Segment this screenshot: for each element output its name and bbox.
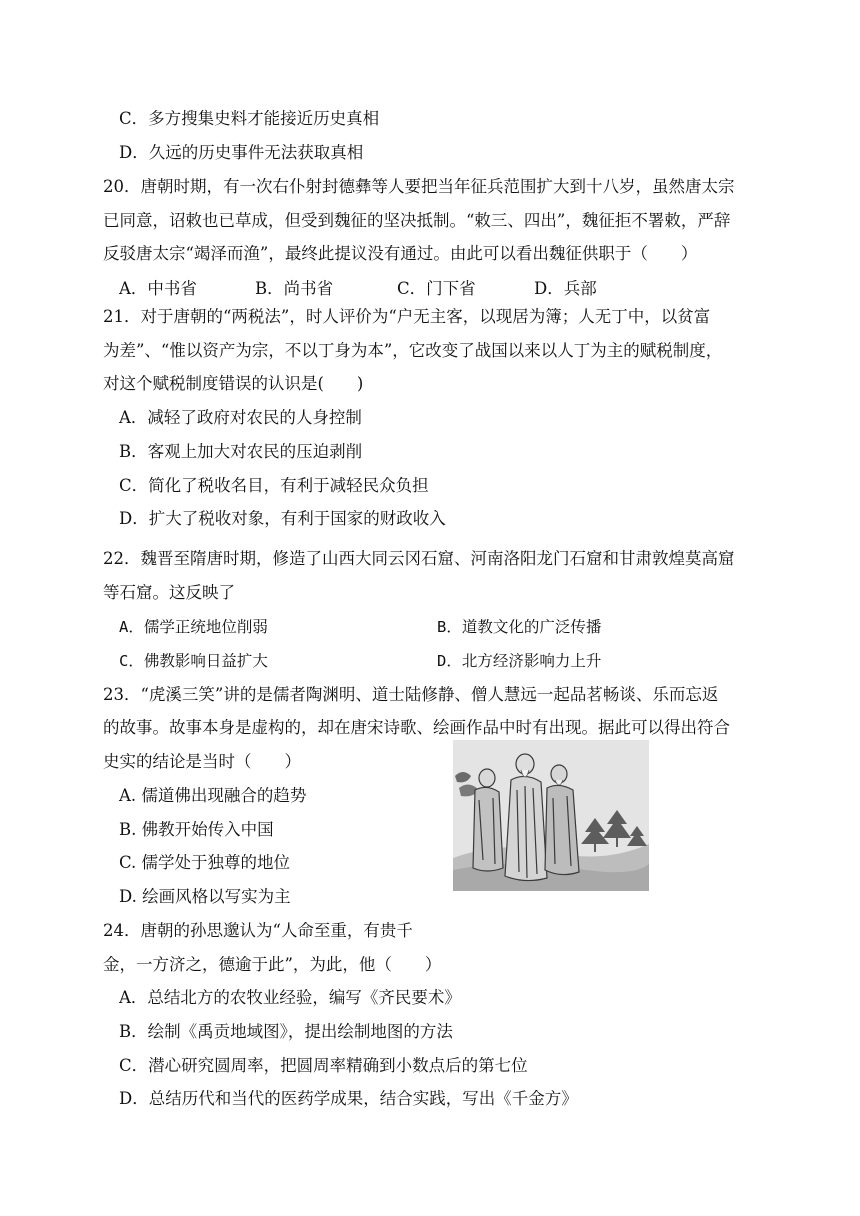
q23-option-c: C. 儒学处于独尊的地位: [119, 853, 291, 872]
q22-stem-line1: 22．魏晋至隋唐时期，修造了山西大同云冈石窟、河南洛阳龙门石窟和甘肃敦煌莫高窟: [103, 549, 735, 568]
q21-stem-line3: 对这个赋税制度错误的认识是( ): [103, 374, 364, 393]
q24-stem-line2: 金，一方济之，德逾于此”，为此，他（ ）: [103, 955, 442, 974]
q20-option-b: B．尚书省: [255, 279, 334, 298]
q21-option-a: A．减轻了政府对农民的人身控制: [119, 408, 362, 427]
q22-option-c: C．佛教影响日益扩大: [119, 652, 268, 670]
q22-option-b: B．道教文化的广泛传播: [437, 618, 602, 636]
q20-option-a: A．中书省: [119, 279, 197, 298]
q24-option-c: C．潜心研究圆周率，把圆周率精确到小数点后的第七位: [119, 1056, 528, 1075]
q24-option-b: B．绘制《禹贡地域图》，提出绘制地图的方法: [119, 1022, 453, 1041]
q23-stem-line1: 23．“虎溪三笑”讲的是儒者陶渊明、道士陆修静、僧人慧远一起品茗畅谈、乐而忘返: [103, 685, 719, 704]
q22-option-d: D．北方经济影响力上升: [437, 652, 602, 670]
q23-option-a: A. 儒道佛出现融合的趋势: [119, 786, 307, 805]
q24-option-d: D．总结历代和当代的医药学成果，结合实践，写出《千金方》: [119, 1089, 578, 1108]
q22-option-a: A．儒学正统地位削弱: [119, 618, 268, 636]
q20-stem-line3: 反驳唐太宗“竭泽而渔”，最终此提议没有通过。由此可以看出魏征供职于（ ）: [103, 244, 698, 263]
q22-stem-line2: 等石窟。这反映了: [103, 583, 235, 602]
q21-stem-line2: 为差”、“惟以资产为宗，不以丁身为本”，它改变了战国以来以人丁为主的赋税制度，: [103, 341, 723, 360]
q24-option-a: A．总结北方的农牧业经验，编写《齐民要术》: [119, 988, 461, 1007]
q20-stem-line1: 20．唐朝时期，有一次右仆射封德彝等人要把当年征兵范围扩大到十八岁，虽然唐太宗: [103, 177, 735, 196]
q21-option-c: C．简化了税收名目，有利于减轻民众负担: [119, 476, 429, 495]
q20-stem-line2: 已同意，诏敕也已草成，但受到魏征的坚决抵制。“敕三、四出”，魏征拒不署敕，严辞: [103, 211, 731, 230]
q23-stem-line2: 的故事。故事本身是虚构的，却在唐宋诗歌、绘画作品中时有出现。据此可以得出符合: [103, 718, 730, 737]
q19-option-c: C．多方搜集史料才能接近历史真相: [119, 109, 380, 128]
q20-option-c: C．门下省: [397, 279, 476, 298]
q19-option-d: D．久远的历史事件无法获取真相: [119, 143, 364, 162]
q20-option-d: D．兵部: [534, 279, 597, 298]
q23-option-b: B. 佛教开始传入中国: [119, 820, 274, 839]
q23-stem-line3: 史实的结论是当时（ ）: [103, 752, 301, 771]
q21-option-b: B．客观上加大对农民的压迫剥削: [119, 442, 363, 461]
q24-stem-line1: 24．唐朝的孙思邈认为“人命至重，有贵千: [103, 921, 413, 940]
painting-illustration: [453, 740, 649, 891]
q23-option-d: D. 绘画风格以写实为主: [119, 887, 291, 906]
three-laughs-painting: [453, 740, 649, 891]
q21-stem-line1: 21．对于唐朝的“两税法”，时人评价为“户无主客，以现居为簿；人无丁中，以贫富: [103, 307, 711, 326]
q21-option-d: D．扩大了税收对象，有利于国家的财政收入: [119, 509, 446, 528]
